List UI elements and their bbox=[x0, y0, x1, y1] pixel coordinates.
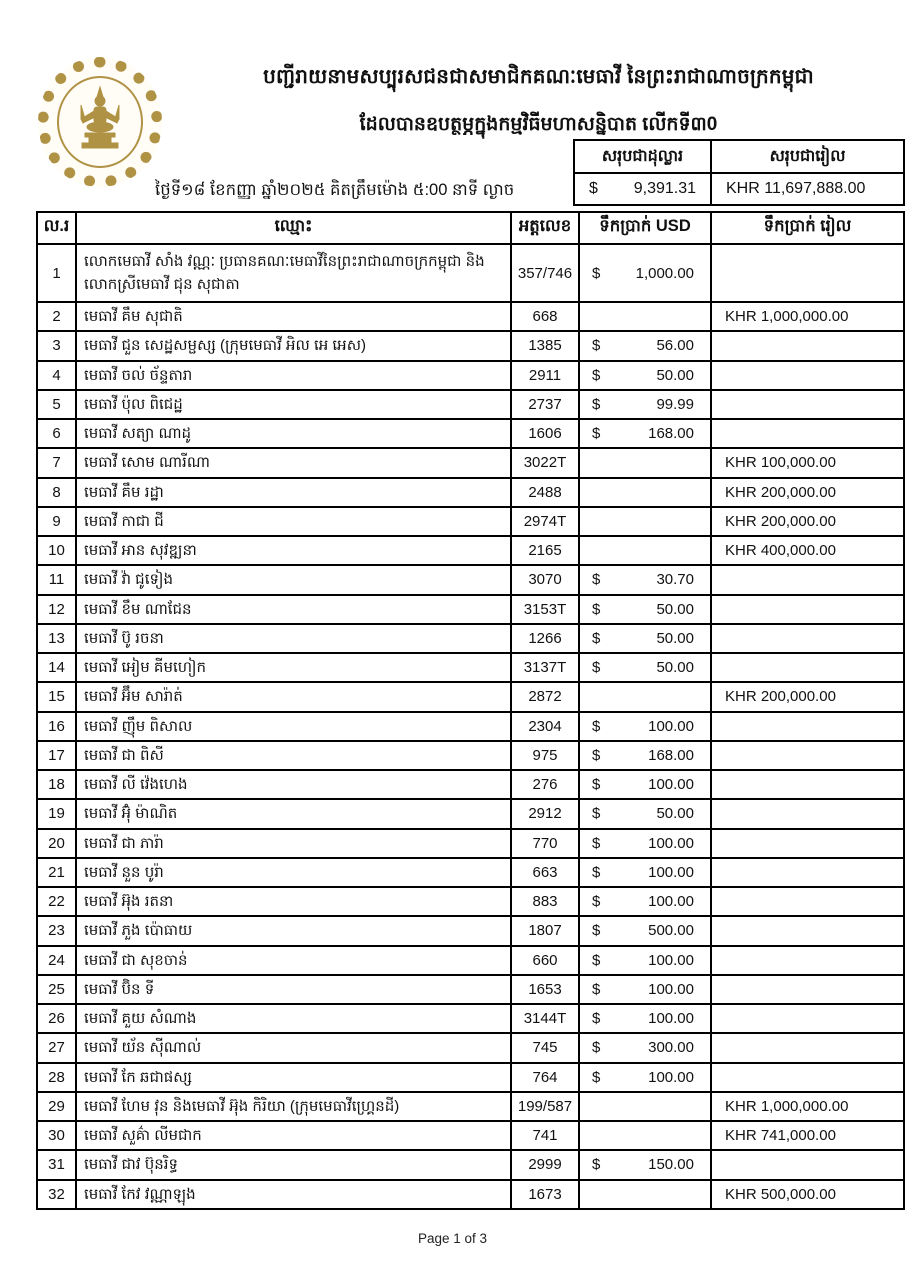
summary-usd-amount: 9,391.31 bbox=[633, 180, 696, 197]
table-row bbox=[37, 829, 904, 858]
member-name: មេធាវី ចល់ ច័ន្ទតារា bbox=[76, 361, 511, 390]
riel-amount-cell bbox=[711, 565, 904, 594]
riel-amount-cell bbox=[711, 331, 904, 360]
usd-amount-cell bbox=[579, 244, 711, 302]
usd-amount-cell bbox=[579, 536, 711, 565]
riel-amount-cell: KHR 200,000.00 bbox=[711, 682, 904, 711]
member-id: 2304 bbox=[511, 712, 579, 741]
usd-amount-cell bbox=[579, 1121, 711, 1150]
riel-amount-cell bbox=[711, 975, 904, 1004]
usd-amount-cell bbox=[579, 682, 711, 711]
dollar-sign: $ bbox=[592, 834, 601, 852]
summary-usd-total bbox=[574, 173, 711, 205]
dollar-sign: $ bbox=[592, 893, 601, 911]
riel-amount-cell bbox=[711, 916, 904, 945]
row-number: 26 bbox=[37, 1004, 76, 1033]
document-title-line1: បញ្ជីរាយនាមសប្បុរសជនជាសមាជិកគណៈមេធាវី នៃព្រះរាជាណាចក្រកម្ពុជា bbox=[263, 66, 814, 88]
member-id: 668 bbox=[511, 302, 579, 331]
table-row bbox=[37, 419, 904, 448]
column-header-usd: ទឹកប្រាក់ USD bbox=[579, 212, 711, 244]
member-id: 663 bbox=[511, 858, 579, 887]
column-header-riel: ទឹកប្រាក់ រៀល bbox=[711, 212, 904, 244]
row-number: 19 bbox=[37, 799, 76, 828]
usd-amount: 50.00 bbox=[656, 805, 694, 823]
member-id: 276 bbox=[511, 770, 579, 799]
riel-amount-cell bbox=[711, 946, 904, 975]
usd-amount-cell bbox=[579, 887, 711, 916]
row-number: 17 bbox=[37, 741, 76, 770]
member-id: 3137T bbox=[511, 653, 579, 682]
riel-amount-cell bbox=[711, 244, 904, 302]
member-id: 3153T bbox=[511, 595, 579, 624]
row-number: 22 bbox=[37, 887, 76, 916]
member-id: 3070 bbox=[511, 565, 579, 594]
riel-amount-cell bbox=[711, 1063, 904, 1092]
member-id: 1807 bbox=[511, 916, 579, 945]
table-row bbox=[37, 302, 904, 331]
member-name: មេធាវី ប៊ិន ទី bbox=[76, 975, 511, 1004]
table-row bbox=[37, 1004, 904, 1033]
usd-amount-cell bbox=[579, 1033, 711, 1062]
column-header-id: អត្តលេខ bbox=[511, 212, 579, 244]
member-id: 745 bbox=[511, 1033, 579, 1062]
riel-amount-cell bbox=[711, 653, 904, 682]
riel-amount-cell: KHR 200,000.00 bbox=[711, 507, 904, 536]
row-number: 15 bbox=[37, 682, 76, 711]
member-id: 975 bbox=[511, 741, 579, 770]
document-header bbox=[180, 64, 897, 140]
table-row bbox=[37, 1033, 904, 1062]
usd-amount-cell bbox=[579, 448, 711, 477]
table-row bbox=[37, 595, 904, 624]
usd-amount-cell bbox=[579, 1180, 711, 1209]
table-row bbox=[37, 448, 904, 477]
table-row bbox=[37, 653, 904, 682]
usd-amount: 168.00 bbox=[648, 746, 694, 764]
usd-amount: 30.70 bbox=[656, 571, 694, 589]
table-row bbox=[37, 682, 904, 711]
riel-amount-cell: KHR 200,000.00 bbox=[711, 478, 904, 507]
usd-amount: 99.99 bbox=[656, 395, 694, 413]
member-id: 3022T bbox=[511, 448, 579, 477]
usd-amount-cell bbox=[579, 741, 711, 770]
member-name: មេធាវី វ៉ា ជូទៀង bbox=[76, 565, 511, 594]
riel-amount-cell bbox=[711, 390, 904, 419]
usd-amount-cell bbox=[579, 624, 711, 653]
riel-amount-cell bbox=[711, 858, 904, 887]
usd-amount-cell bbox=[579, 653, 711, 682]
member-name: មេធាវី អ៊ុំ ម៉ាណិត bbox=[76, 799, 511, 828]
usd-amount: 100.00 bbox=[648, 1010, 694, 1028]
riel-amount-cell: KHR 1,000,000.00 bbox=[711, 1092, 904, 1121]
member-name: មេធាវី ជា ពិសី bbox=[76, 741, 511, 770]
dollar-sign: $ bbox=[589, 180, 598, 197]
member-id: 3144T bbox=[511, 1004, 579, 1033]
table-row bbox=[37, 1180, 904, 1209]
table-row bbox=[37, 858, 904, 887]
dollar-sign: $ bbox=[592, 395, 601, 413]
dollar-sign: $ bbox=[592, 1010, 601, 1028]
usd-amount: 50.00 bbox=[656, 659, 694, 677]
document-title-line2: ដែលបានឧបត្ថម្ភក្នុងកម្មវិធីមហាសន្និបាត លើកទី៣0 bbox=[359, 114, 718, 135]
table-row bbox=[37, 507, 904, 536]
member-name: មេធាវី ញ៉ឹម ពិសាល bbox=[76, 712, 511, 741]
row-number: 13 bbox=[37, 624, 76, 653]
usd-amount-cell bbox=[579, 361, 711, 390]
table-row bbox=[37, 799, 904, 828]
member-name: មេធាវី អាន សុវឌ្ឍនា bbox=[76, 536, 511, 565]
usd-amount: 100.00 bbox=[648, 717, 694, 735]
riel-amount-cell bbox=[711, 799, 904, 828]
riel-amount-cell: KHR 100,000.00 bbox=[711, 448, 904, 477]
row-number: 24 bbox=[37, 946, 76, 975]
dollar-sign: $ bbox=[592, 264, 601, 282]
riel-amount-cell bbox=[711, 829, 904, 858]
row-number: 25 bbox=[37, 975, 76, 1004]
dollar-sign: $ bbox=[592, 1039, 601, 1057]
usd-amount: 100.00 bbox=[648, 980, 694, 998]
summary-totals-table bbox=[573, 139, 905, 206]
member-id: 199/587 bbox=[511, 1092, 579, 1121]
deity-figure-icon bbox=[69, 85, 131, 159]
row-number: 31 bbox=[37, 1150, 76, 1179]
usd-amount-cell bbox=[579, 595, 711, 624]
row-number: 7 bbox=[37, 448, 76, 477]
table-row bbox=[37, 390, 904, 419]
row-number: 21 bbox=[37, 858, 76, 887]
table-row bbox=[37, 975, 904, 1004]
usd-amount: 100.00 bbox=[648, 951, 694, 969]
dollar-sign: $ bbox=[592, 366, 601, 384]
member-id: 770 bbox=[511, 829, 579, 858]
member-id: 2872 bbox=[511, 682, 579, 711]
usd-amount-cell bbox=[579, 1063, 711, 1092]
usd-amount: 168.00 bbox=[648, 425, 694, 443]
seal-inner-ring bbox=[57, 76, 143, 168]
row-number: 2 bbox=[37, 302, 76, 331]
summary-riel-total bbox=[711, 173, 904, 205]
member-name: មេធាវី សួគ៌ា លីមជាក bbox=[76, 1121, 511, 1150]
riel-amount-cell bbox=[711, 361, 904, 390]
dollar-sign: $ bbox=[592, 659, 601, 677]
usd-amount: 100.00 bbox=[648, 834, 694, 852]
member-name: មេធាវី ហែម វុន និងមេធាវី អ៊ុង កិរិយា (ក្រុមមេធាវីហ្គ្រេនដី) bbox=[76, 1092, 511, 1121]
dollar-sign: $ bbox=[592, 746, 601, 764]
usd-amount-cell bbox=[579, 799, 711, 828]
dollar-sign: $ bbox=[592, 1068, 601, 1086]
table-row bbox=[37, 770, 904, 799]
summary-usd-header: សរុបជាដុល្លារ bbox=[574, 140, 711, 173]
row-number: 32 bbox=[37, 1180, 76, 1209]
member-name: មេធាវី ប៉ុល ពិជេដ្ឋ bbox=[76, 390, 511, 419]
member-id: 741 bbox=[511, 1121, 579, 1150]
row-number: 18 bbox=[37, 770, 76, 799]
riel-amount-cell bbox=[711, 1033, 904, 1062]
usd-amount-cell bbox=[579, 770, 711, 799]
member-name: មេធាវី ជា សុខចាន់ bbox=[76, 946, 511, 975]
usd-amount: 100.00 bbox=[648, 893, 694, 911]
row-number: 5 bbox=[37, 390, 76, 419]
member-name: មេធាវី ភួង ប៉ោធាយ bbox=[76, 916, 511, 945]
usd-amount: 500.00 bbox=[648, 922, 694, 940]
usd-amount-cell bbox=[579, 302, 711, 331]
table-row bbox=[37, 887, 904, 916]
riel-amount-cell bbox=[711, 419, 904, 448]
usd-amount: 100.00 bbox=[648, 776, 694, 794]
usd-amount: 50.00 bbox=[656, 629, 694, 647]
riel-amount-cell bbox=[711, 712, 904, 741]
member-name: មេធាវី យ័ន ស៊ីណាល់ bbox=[76, 1033, 511, 1062]
member-name: មេធាវី កាជា ជី bbox=[76, 507, 511, 536]
member-id: 1385 bbox=[511, 331, 579, 360]
usd-amount-cell bbox=[579, 975, 711, 1004]
usd-amount: 1,000.00 bbox=[635, 264, 694, 282]
usd-amount-cell bbox=[579, 507, 711, 536]
dollar-sign: $ bbox=[592, 629, 601, 647]
member-name: មេធាវី ជួន សេដ្ឋសម្ផស្ស (ក្រុមមេធាវី អិល អេ អេស) bbox=[76, 331, 511, 360]
usd-amount-cell bbox=[579, 478, 711, 507]
member-id: 1653 bbox=[511, 975, 579, 1004]
member-name: លោកមេធាវី សាំង វណ្ណៈ ប្រធានគណៈមេធាវីនៃព្រះរាជាណាចក្រកម្ពុជា និង លោកស្រីមេធាវី ជុន សុជាតា bbox=[76, 244, 511, 302]
usd-amount-cell bbox=[579, 1150, 711, 1179]
dollar-sign: $ bbox=[592, 1156, 601, 1174]
member-name: មេធាវី ប៊ូ រចនា bbox=[76, 624, 511, 653]
usd-amount: 100.00 bbox=[648, 1068, 694, 1086]
riel-amount-cell bbox=[711, 770, 904, 799]
member-name: មេធាវី អៀម គីមហៀក bbox=[76, 653, 511, 682]
member-name: មេធាវី អ៊ុង រតនា bbox=[76, 887, 511, 916]
table-row bbox=[37, 361, 904, 390]
row-number: 1 bbox=[37, 244, 76, 302]
usd-amount-cell bbox=[579, 858, 711, 887]
dollar-sign: $ bbox=[592, 571, 601, 589]
member-name: មេធាវី ជាវ ប៊ុនរិទ្ធ bbox=[76, 1150, 511, 1179]
summary-riel-header: សរុបជារៀល bbox=[711, 140, 904, 173]
dollar-sign: $ bbox=[592, 951, 601, 969]
row-number: 6 bbox=[37, 419, 76, 448]
member-name: មេធាវី គួយ សំណាង bbox=[76, 1004, 511, 1033]
dollar-sign: $ bbox=[592, 863, 601, 881]
member-name: មេធាវី សត្យា ណាដូ bbox=[76, 419, 511, 448]
bar-association-seal bbox=[38, 57, 162, 187]
riel-amount-cell: KHR 1,000,000.00 bbox=[711, 302, 904, 331]
row-number: 30 bbox=[37, 1121, 76, 1150]
riel-amount-cell bbox=[711, 1004, 904, 1033]
table-row bbox=[37, 624, 904, 653]
dollar-sign: $ bbox=[592, 717, 601, 735]
row-number: 27 bbox=[37, 1033, 76, 1062]
member-id: 1266 bbox=[511, 624, 579, 653]
member-id: 2488 bbox=[511, 478, 579, 507]
row-number: 23 bbox=[37, 916, 76, 945]
riel-amount-cell bbox=[711, 595, 904, 624]
usd-amount: 50.00 bbox=[656, 600, 694, 618]
usd-amount-cell bbox=[579, 331, 711, 360]
riel-amount-cell: KHR 500,000.00 bbox=[711, 1180, 904, 1209]
riel-amount-cell bbox=[711, 624, 904, 653]
page-number: Page 1 of 3 bbox=[417, 1231, 488, 1246]
member-id: 1673 bbox=[511, 1180, 579, 1209]
row-number: 16 bbox=[37, 712, 76, 741]
table-row bbox=[37, 1121, 904, 1150]
row-number: 29 bbox=[37, 1092, 76, 1121]
usd-amount-cell bbox=[579, 419, 711, 448]
riel-amount-cell: KHR 400,000.00 bbox=[711, 536, 904, 565]
usd-amount-cell bbox=[579, 946, 711, 975]
table-row bbox=[37, 244, 904, 302]
dollar-sign: $ bbox=[592, 980, 601, 998]
member-name: មេធាវី នួន បូរ៉ា bbox=[76, 858, 511, 887]
row-number: 4 bbox=[37, 361, 76, 390]
summary-riel-amount: KHR 11,697,888.00 bbox=[726, 180, 866, 197]
table-row bbox=[37, 916, 904, 945]
member-name: មេធាវី គឹម រដ្ឋា bbox=[76, 478, 511, 507]
dollar-sign: $ bbox=[592, 805, 601, 823]
usd-amount: 56.00 bbox=[656, 337, 694, 355]
table-row bbox=[37, 331, 904, 360]
member-name: មេធាវី ខឹម ណាជែន bbox=[76, 595, 511, 624]
member-id: 2912 bbox=[511, 799, 579, 828]
member-name: មេធាវី កែវ វណ្ណាឡុង bbox=[76, 1180, 511, 1209]
member-id: 764 bbox=[511, 1063, 579, 1092]
usd-amount-cell bbox=[579, 1092, 711, 1121]
row-number: 20 bbox=[37, 829, 76, 858]
table-row bbox=[37, 1092, 904, 1121]
riel-amount-cell bbox=[711, 741, 904, 770]
donor-table bbox=[36, 211, 905, 1210]
table-row bbox=[37, 712, 904, 741]
table-row bbox=[37, 1063, 904, 1092]
table-row bbox=[37, 946, 904, 975]
column-header-no: ល.រ bbox=[37, 212, 76, 244]
dollar-sign: $ bbox=[592, 425, 601, 443]
member-id: 2165 bbox=[511, 536, 579, 565]
usd-amount-cell bbox=[579, 390, 711, 419]
riel-amount-cell bbox=[711, 1150, 904, 1179]
usd-amount-cell bbox=[579, 565, 711, 594]
member-id: 357/746 bbox=[511, 244, 579, 302]
member-id: 2737 bbox=[511, 390, 579, 419]
row-number: 9 bbox=[37, 507, 76, 536]
table-row bbox=[37, 478, 904, 507]
donor-table-header-row bbox=[37, 212, 904, 244]
riel-amount-cell: KHR 741,000.00 bbox=[711, 1121, 904, 1150]
row-number: 11 bbox=[37, 565, 76, 594]
column-header-name: ឈ្មោះ bbox=[76, 212, 511, 244]
usd-amount: 150.00 bbox=[648, 1156, 694, 1174]
table-row bbox=[37, 565, 904, 594]
usd-amount: 50.00 bbox=[656, 366, 694, 384]
table-row bbox=[37, 1150, 904, 1179]
dollar-sign: $ bbox=[592, 600, 601, 618]
member-id: 660 bbox=[511, 946, 579, 975]
member-name: មេធាវី ជា ភារ៉ា bbox=[76, 829, 511, 858]
row-number: 14 bbox=[37, 653, 76, 682]
usd-amount: 300.00 bbox=[648, 1039, 694, 1057]
report-date: ថ្ងៃទី១៨ ខែកញ្ញា ឆ្នាំ២០២៥ គិតត្រឹមម៉ោង ៥:00 នាទី ល្ងាច bbox=[155, 181, 515, 199]
usd-amount: 100.00 bbox=[648, 863, 694, 881]
member-name: មេធាវី អ៊ឹម សារ៉ាត់ bbox=[76, 682, 511, 711]
dollar-sign: $ bbox=[592, 776, 601, 794]
donor-table-body bbox=[37, 244, 904, 1209]
member-name: មេធាវី សោម ណារីណា bbox=[76, 448, 511, 477]
usd-amount-cell bbox=[579, 916, 711, 945]
row-number: 3 bbox=[37, 331, 76, 360]
row-number: 28 bbox=[37, 1063, 76, 1092]
member-id: 2999 bbox=[511, 1150, 579, 1179]
member-id: 883 bbox=[511, 887, 579, 916]
member-id: 2974T bbox=[511, 507, 579, 536]
table-row bbox=[37, 536, 904, 565]
dollar-sign: $ bbox=[592, 337, 601, 355]
usd-amount-cell bbox=[579, 1004, 711, 1033]
riel-amount-cell bbox=[711, 887, 904, 916]
member-name: មេធាវី លី វ៉េងហេង bbox=[76, 770, 511, 799]
row-number: 8 bbox=[37, 478, 76, 507]
table-row bbox=[37, 741, 904, 770]
member-name: មេធាវី គឹម សុជាតិ bbox=[76, 302, 511, 331]
usd-amount-cell bbox=[579, 829, 711, 858]
usd-amount-cell bbox=[579, 712, 711, 741]
row-number: 10 bbox=[37, 536, 76, 565]
member-id: 2911 bbox=[511, 361, 579, 390]
dollar-sign: $ bbox=[592, 922, 601, 940]
member-id: 1606 bbox=[511, 419, 579, 448]
row-number: 12 bbox=[37, 595, 76, 624]
member-name: មេធាវី កែ ឆជាផស្ស bbox=[76, 1063, 511, 1092]
